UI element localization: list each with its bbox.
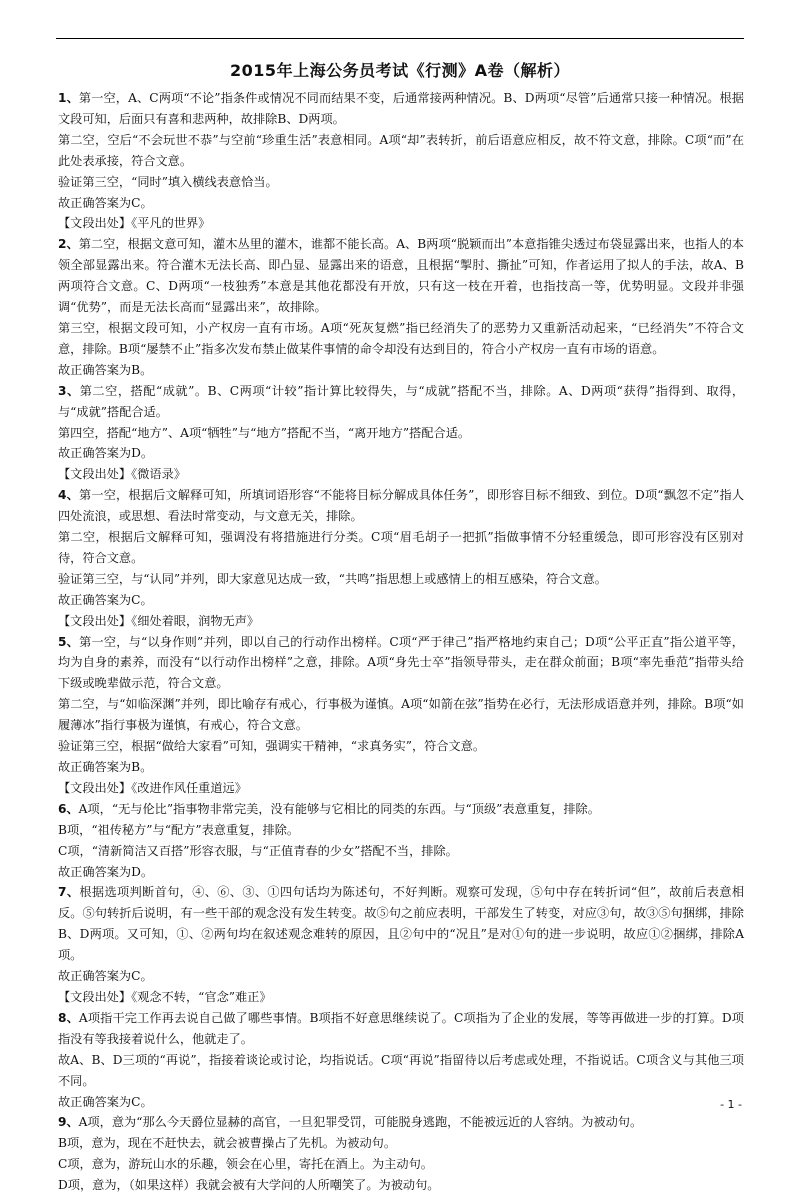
question-explanation: [58, 882, 744, 966]
question-explanation: [58, 1112, 744, 1133]
question-explanation: [58, 234, 744, 318]
paragraph-text: 第二空，空后“不会玩世不恭”与空前“珍重生活”表意相同。A项“却”表转折，前后语意应相反，故不符文意，排除。C项“而”在此处表承接，符合文意。: [58, 132, 744, 168]
paragraph-text: 第三空，根据文段可知，小产权房一直有市场。A项“死灰复燃”指已经消失了的恶势力又重新活动起来，“已经消失”不符合文意，排除。B项“屡禁不止”指多次发布禁止做某件事情的命令却没有达到目的，符合小产权房一直有市场的语意。: [58, 320, 744, 356]
question-explanation: [58, 1008, 744, 1050]
question-number: 6、: [58, 801, 79, 816]
explanation-paragraph: [58, 213, 744, 234]
paragraph-text: 【文段出处】《细处着眼，润物无声》: [58, 613, 260, 628]
paragraph-text: 故正确答案为B。: [58, 760, 153, 774]
paragraph-text: 第二空，搭配“成就”。B、C两项“计较”指计算比较得失，与“成就”搭配不当，排除。A、D两项“获得”指得到、取得，与“成就”搭配合适。: [58, 383, 745, 419]
explanation-paragraph: [58, 1092, 744, 1113]
paragraph-text: 【文段出处】《微语录》: [58, 467, 186, 482]
explanation-paragraph: [58, 966, 744, 987]
paragraph-text: 第一空，根据后文解释可知，所填词语形容“不能将目标分解成具体任务”，即形容目标不细致、到位。D项“飘忽不定”指人四处流浪，或思想、看法时常变动，与文意无关，排除。: [58, 488, 745, 524]
explanation-paragraph: [58, 736, 744, 757]
question-number: 5、: [58, 634, 80, 649]
paragraph-text: 根据选项判断首句，④、⑥、③、①四句话均为陈述句，不好判断。观察可发现，⑤句中存在转折词“但”，故前后表意相反。⑤句转折后说明，有一些干部的观念没有发生转变。故⑤句之前应表明，干部发生了转变，对应③句，故③⑤句捆绑，排除B、D两项。又可知，①、②两句均在叙述观念难转的原因，且②句中的“况且”是对①句的进一步说明，故应①②捆绑，排除A项。: [58, 885, 744, 963]
explanation-paragraph: [58, 569, 744, 590]
paragraph-text: 故正确答案为D。: [58, 446, 154, 461]
question-explanation: [58, 799, 744, 820]
question-explanation: [58, 381, 744, 423]
explanation-paragraph: [58, 130, 744, 172]
explanation-paragraph: [58, 611, 744, 632]
paragraph-text: 故A、B、D三项的“再说”，指接着谈论或讨论，均指说话。C项“再说”指留待以后考虑或处理，不指说话。C项含义与其他三项不同。: [58, 1052, 744, 1088]
paragraph-text: 故正确答案为B。: [58, 362, 153, 377]
paragraph-text: 第二空，根据文意可知，灌木丛里的灌木，谁都不能长高。A、B两项“脱颖而出”本意指锥尖透过布袋显露出来，也指人的本领全部显露出来。符合灌木无法长高、即凸显、显露出来的语意，且根据“掣肘、撕扯”可知，作者运用了拟人的手法，故A、B两项符合文意。C、D两项“一枝独秀”本意是其他花都没有开放，只有这一枝在开着，也指技高一等，优势明显。文段并非强调“优势”，而是无法长高而“显露出来”，故排除。: [58, 237, 744, 315]
paragraph-text: 【文段出处】《改进作风任重道远》: [58, 780, 247, 795]
paragraph-text: 【文段出处】《观念不转，“官念”难正》: [58, 989, 272, 1004]
question-number: 3、: [58, 383, 80, 398]
explanation-paragraph: [58, 590, 744, 611]
explanation-paragraph: [58, 527, 744, 569]
explanation-paragraph: [58, 423, 744, 444]
paragraph-text: 第二空，与“如临深渊”并列，即比喻存有戒心，行事极为谨慎。A项“如箭在弦”指势在必行，无法形成语意并列，排除。B项“如履薄冰”指行事极为谨慎，有戒心，符合文意。: [58, 697, 744, 733]
question-explanation: [58, 485, 744, 527]
page-number: - 1 -: [720, 1098, 742, 1111]
paragraph-text: 【文段出处】《平凡的世界》: [58, 216, 211, 231]
answer-explanations: [58, 88, 744, 1196]
paragraph-text: 第一空，与“以身作则”并列，即以自己的行动作出榜样。C项“严于律己”指严格地约束自己；D项“公平正直”指公道平等，均为自身的素养，而没有“以行动作出榜样”之意，排除。A项“身先士卒”指领导带头，走在群众前面；B项“率先垂范”指带头给下级或晚辈做示范，符合文意。: [58, 634, 744, 691]
paragraph-text: 验证第三空，与“认同”并列，即大家意见达成一致，“共鸣”指思想上或感情上的相互感染，符合文意。: [58, 571, 607, 586]
explanation-paragraph: [58, 318, 744, 360]
paragraph-text: 第一空，A、C两项“不论”指条件或情况不同而结果不变，后通常接两种情况。B、D两项“尽管”后通常只接一种情况。根据文段可知，后面只有喜和悲两种，故排除B、D两项。: [58, 91, 744, 126]
explanation-paragraph: [58, 172, 744, 193]
question-number: 7、: [58, 885, 80, 900]
paragraph-text: 验证第三空，根据“做给大家看”可知，强调实干精神，“求真务实”，符合文意。: [58, 739, 486, 754]
explanation-paragraph: [58, 757, 744, 778]
question-number: 8、: [58, 1010, 79, 1025]
paragraph-text: A项，“无与伦比”指事物非常完美，没有能够与它相比的同类的东西。与“顶级”表意重复，排除。: [78, 801, 600, 816]
explanation-paragraph: [58, 778, 744, 799]
paragraph-text: B项，“祖传秘方”与“配方”表意重复，排除。: [58, 822, 300, 837]
paragraph-text: 故正确答案为C。: [58, 1094, 153, 1109]
paragraph-text: 验证第三空，“同时”填入横线表意恰当。: [58, 174, 278, 189]
paragraph-text: C项，意为，游玩山水的乐趣，领会在心里，寄托在酒上。为主动句。: [58, 1157, 433, 1172]
question-explanation: [58, 88, 744, 130]
explanation-paragraph: [58, 841, 744, 862]
explanation-paragraph: [58, 360, 744, 381]
explanation-paragraph: [58, 987, 744, 1008]
paragraph-text: 第二空，根据后文解释可知，强调没有将措施进行分类。C项“眉毛胡子一把抓”指做事情不分轻重缓急，即可形容没有区别对待，符合文意。: [58, 530, 744, 565]
explanation-paragraph: [58, 1154, 744, 1175]
paragraph-text: D项，意为，（如果这样）我就会被有大学问的人所嘲笑了。为被动句。: [58, 1178, 440, 1193]
paragraph-text: 第四空，搭配“地方”、A项“牺牲”与“地方”搭配不当，“离开地方”搭配合适。: [58, 425, 471, 440]
explanation-paragraph: [58, 820, 744, 841]
paragraph-text: B项，意为，现在不赶快去，就会被曹操占了先机。为被动句。: [58, 1136, 397, 1151]
explanation-paragraph: [58, 1050, 744, 1092]
question-number: 9、: [58, 1115, 79, 1130]
paragraph-text: 故正确答案为C。: [58, 969, 153, 984]
explanation-paragraph: [58, 464, 744, 485]
question-number: 1、: [58, 91, 79, 105]
paragraph-text: 故正确答案为C。: [58, 195, 153, 210]
paragraph-text: 故正确答案为D。: [58, 864, 154, 879]
explanation-paragraph: [58, 1175, 744, 1196]
explanation-paragraph: [58, 443, 744, 464]
explanation-paragraph: [58, 193, 744, 214]
explanation-paragraph: [58, 1133, 744, 1154]
question-number: 2、: [58, 237, 79, 252]
paragraph-text: C项，“清新简洁又百搭”形容衣服，与“正值青春的少女”搭配不当，排除。: [58, 843, 458, 858]
explanation-paragraph: [58, 694, 744, 736]
question-explanation: [58, 632, 744, 695]
explanation-paragraph: [58, 862, 744, 883]
paragraph-text: A项，意为“那么今天爵位显赫的高官，一旦犯罪受罚，可能脱身逃跑，不能被远近的人容纳。为被动句。: [78, 1115, 643, 1130]
document-title: 2015年上海公务员考试《行测》A卷（解析）: [230, 61, 570, 80]
paragraph-text: A项指干完工作再去说自己做了哪些事情。B项指不好意思继续说了。C项指为了企业的发展，等等再做进一步的打算。D项指没有等我接着说什么，他就走了。: [58, 1010, 744, 1046]
header-rule: [56, 38, 744, 39]
paragraph-text: 故正确答案为C。: [58, 592, 153, 607]
question-number: 4、: [58, 488, 79, 503]
